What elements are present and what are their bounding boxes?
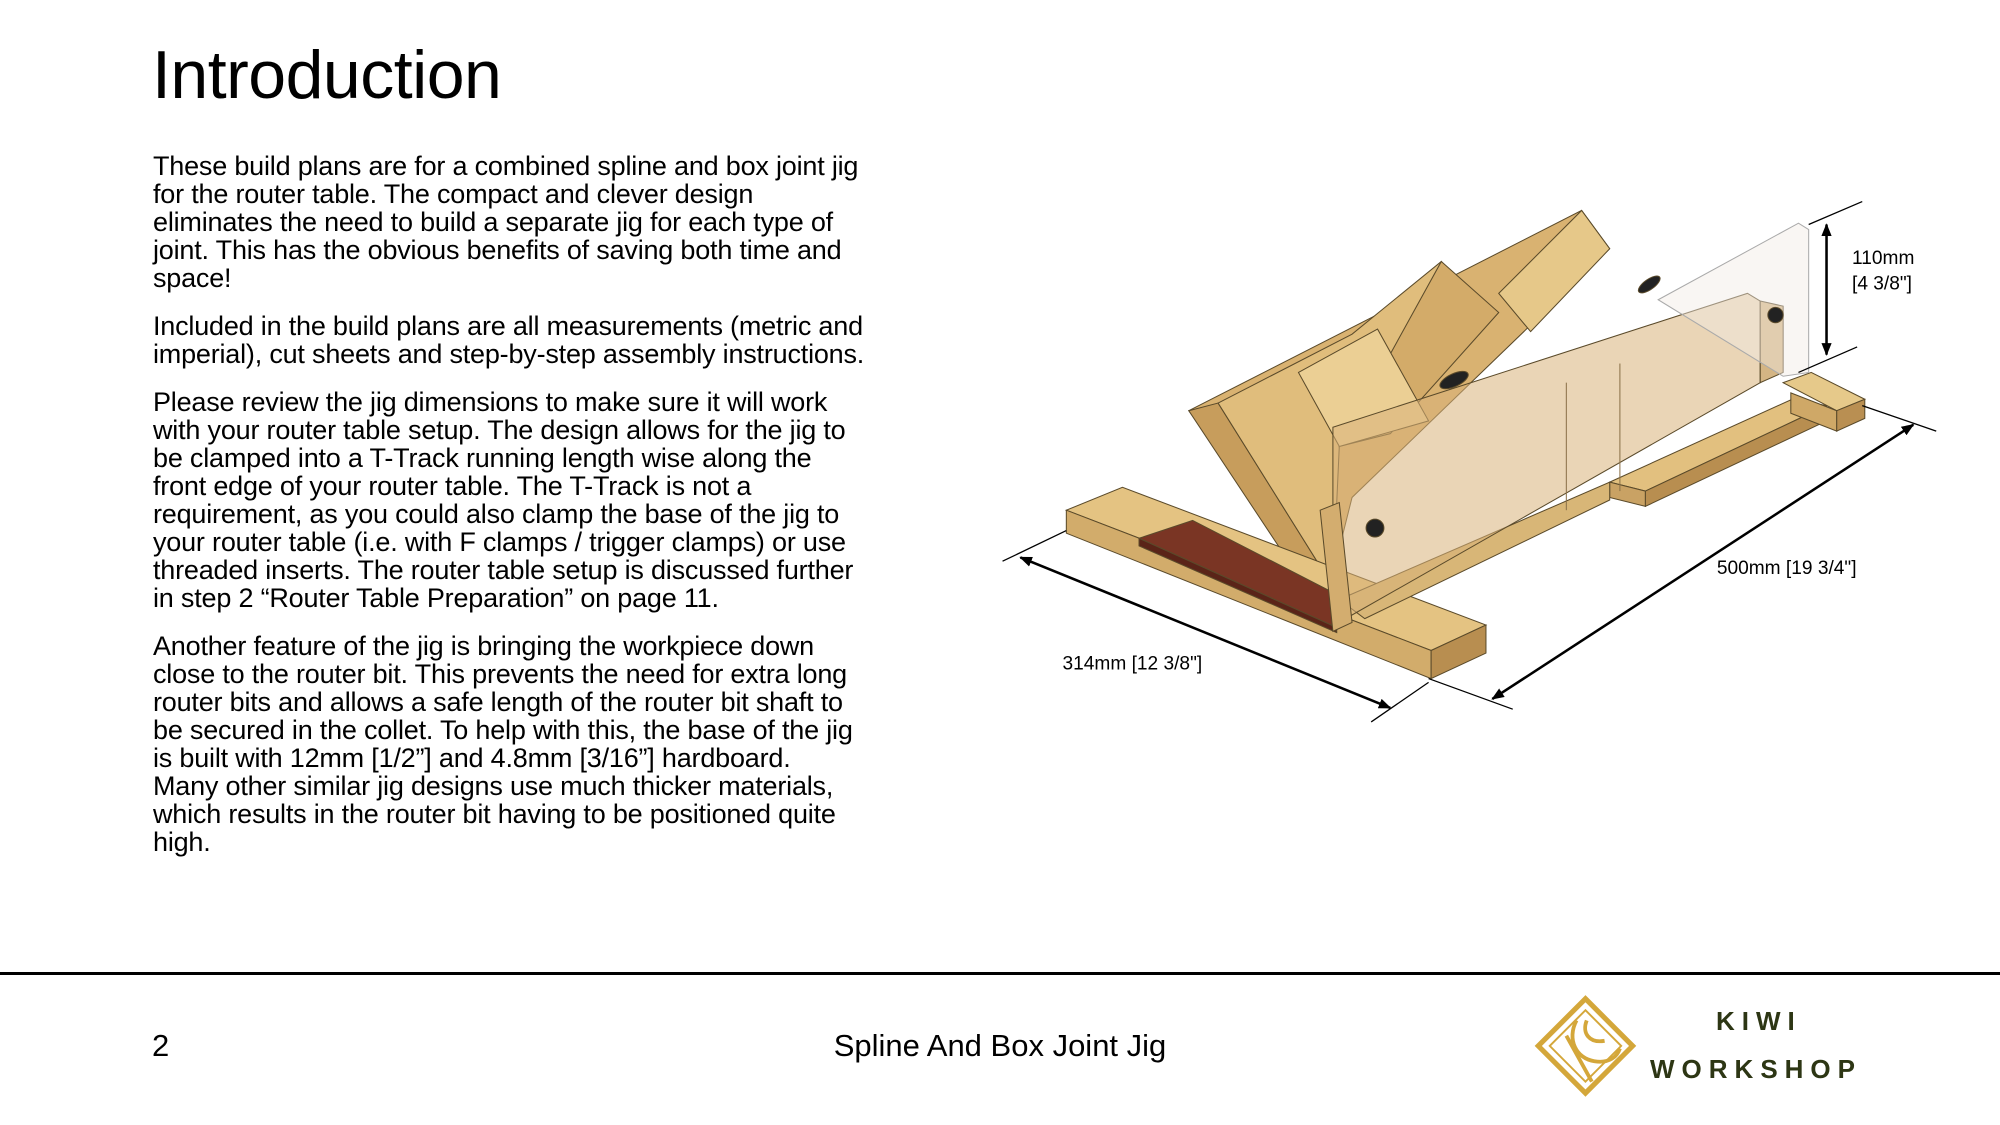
text-line: requirement, as you could also clamp the base of the jig to bbox=[153, 499, 840, 529]
text-line: eliminates the need to build a separate jig for each type of bbox=[153, 207, 833, 237]
text-line: Another feature of the jig is bringing the workpiece down bbox=[153, 631, 815, 661]
document-title: Spline And Box Joint Jig bbox=[833, 1028, 1167, 1063]
text-line: high. bbox=[153, 827, 211, 857]
logo-text-line1: KIWI bbox=[1716, 1006, 1802, 1036]
text-line: joint. This has the obvious benefits of saving both time and bbox=[153, 235, 842, 265]
text-line: which results in the router bit having to be positioned quite bbox=[153, 799, 836, 829]
text-line: be secured in the collet. To help with this, the base of the jig bbox=[153, 715, 853, 745]
text-line: threaded inserts. The router table setup is discussed further bbox=[153, 555, 854, 585]
text-line: front edge of your router table. The T-Track is not a bbox=[153, 471, 752, 501]
text-line: router bits and allows a safe length of the router bit shaft to bbox=[153, 687, 843, 717]
jig-model bbox=[1066, 210, 1864, 678]
text-line: be clamped into a T-Track running length wise along the bbox=[153, 443, 812, 473]
text-line: Included in the build plans are all measurements (metric and bbox=[153, 311, 863, 341]
text-line: for the router table. The compact and clever design bbox=[153, 179, 754, 209]
text-line: in step 2 “Router Table Preparation” on page 11. bbox=[153, 583, 719, 613]
text-line: These build plans are for a combined spline and box joint jig bbox=[153, 151, 859, 181]
footer-divider bbox=[0, 972, 2000, 975]
knob-icon bbox=[1768, 307, 1783, 322]
height-label-mm: 110mm bbox=[1852, 248, 1915, 270]
page-title: Introduction bbox=[152, 37, 502, 113]
text-line: Please review the jig dimensions to make sure it will work bbox=[153, 387, 828, 417]
length-label: 500mm [19 3/4"] bbox=[1716, 557, 1857, 579]
text-line: close to the router bit. This prevents the need for extra long bbox=[153, 659, 848, 689]
page-number: 2 bbox=[152, 1028, 170, 1063]
width-label: 314mm [12 3/8"] bbox=[1062, 653, 1203, 675]
text-line: is built with 12mm [1/2”] and 4.8mm [3/16”] hardboard. bbox=[153, 743, 791, 773]
text-line: your router table (i.e. with F clamps / trigger clamps) or use bbox=[153, 527, 846, 557]
text-line: imperial), cut sheets and step-by-step assembly instructions. bbox=[153, 339, 865, 369]
height-label-in: [4 3/8"] bbox=[1852, 273, 1912, 295]
text-line: space! bbox=[153, 263, 232, 293]
text-line: with your router table setup. The design allows for the jig to bbox=[153, 415, 846, 445]
text-line: Many other similar jig designs use much thicker materials, bbox=[153, 771, 834, 801]
knob-icon bbox=[1366, 519, 1384, 537]
logo-text-line2: WORKSHOP bbox=[1650, 1054, 1862, 1084]
